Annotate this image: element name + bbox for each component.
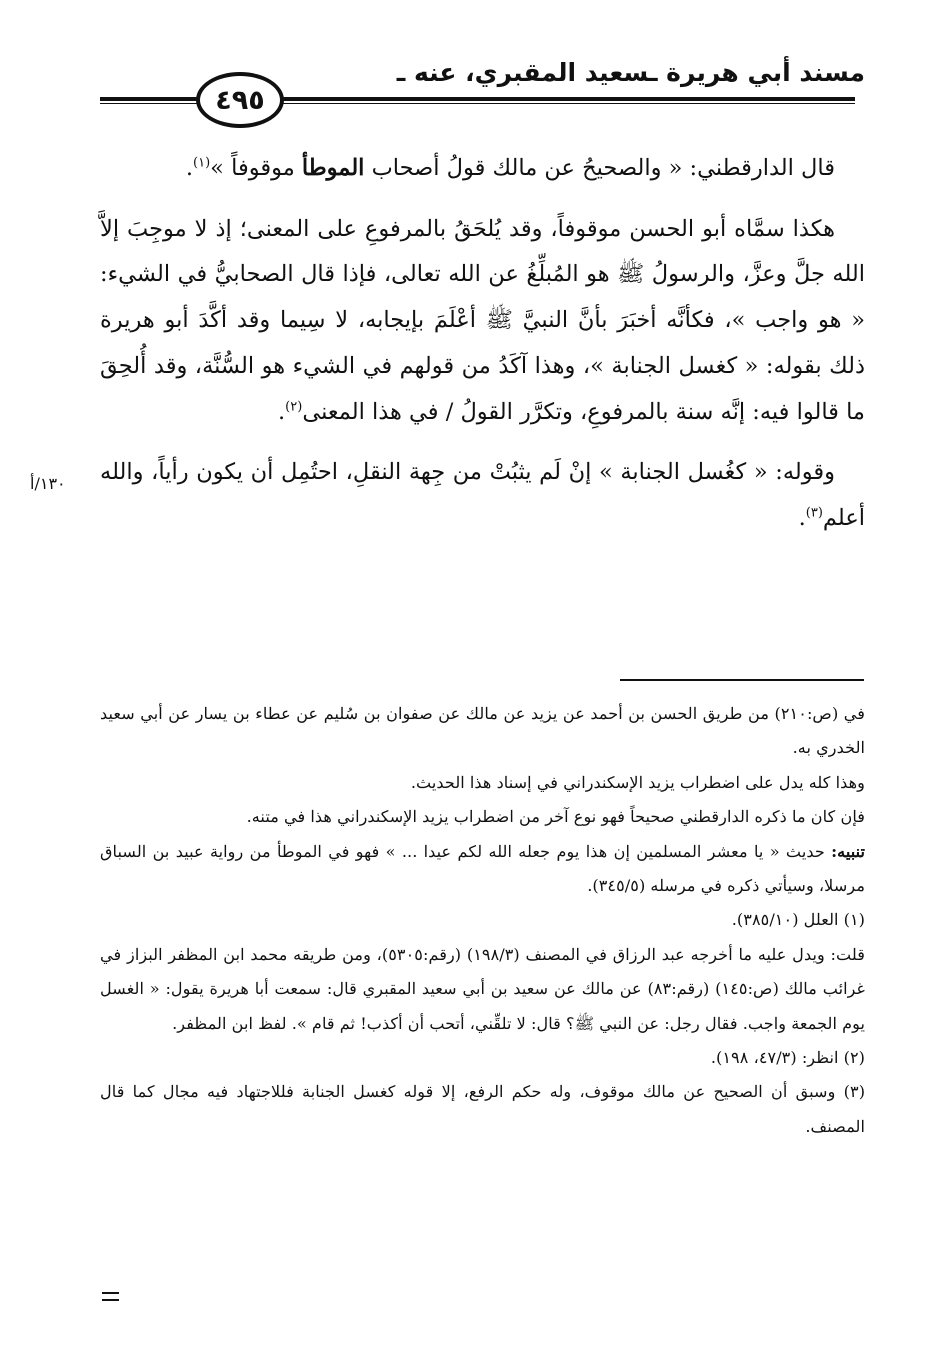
footnote-separator xyxy=(620,679,864,681)
footnote-continuation-1: في (ص:٢١٠) من طريق الحسن بن أحمد عن يزيد عن مالك عن صفوان بن سُليم عن عطاء بن يسار عن أبي سعيد الخدري به. xyxy=(100,704,866,758)
p1-text-b: موقوفاً » xyxy=(210,155,302,181)
p3-text: وقوله: « كغُسل الجنابة » إنْ لَم يثبُتْ من جِهة النقلِ، احتُمِل أن يكون رأياً، والله أعلم xyxy=(100,459,865,531)
p1-bold-term: الموطأ xyxy=(301,155,365,181)
footnote-1-continuation: قلت: ويدل عليه ما أخرجه عبد الرزاق في المصنف (١٩٨/٣) (رقم:٥٣٠٥)، ومن طريقه محمد ابن المظفر البزاز في غرائب مالك (ص:١٤٥) (رقم:٨٣) عن مالك عن سعيد بن أبي سعيد المقبري قال: سمعت أبا هريرة يقول: « الغسل يوم الجمعة واجب. فقال رجل: عن النبي ﷺ؟ قال: لا تلقِّني، أتحب أن أكذب! ثم قام ». لفظ ابن المظفر. xyxy=(100,944,865,1033)
p3-end: . xyxy=(798,504,806,531)
note-label: تنبيه: xyxy=(831,841,865,861)
paragraph-1 xyxy=(100,146,865,192)
footnote-continuation-3: فإن كان ما ذكره الدارقطني صحيحاً فهو نوع آخر من اضطراب يزيد الإسكندراني هذا في متنه. xyxy=(246,807,865,827)
footnote-2: (٢) انظر: (٤٧/٣، ١٩٨). xyxy=(710,1048,865,1068)
p2-end: . xyxy=(278,398,286,425)
margin-folio-note: ١٣٠/أ xyxy=(30,474,66,493)
footnote-continuation-2: وهذا كله يدل على اضطراب يزيد الإسكندراني في إسناد هذا الحديث. xyxy=(410,772,865,792)
paragraph-3 xyxy=(100,450,865,541)
p1-end: . xyxy=(185,155,194,181)
running-header-title: مسند أبي هريرة ـسعيد المقبري، عنه ـ xyxy=(396,58,865,87)
note-text: حديث « يا معشر المسلمين إن هذا يوم جعله الله لكم عيدا ... » فهو في الموطأ من رواية عبيد بن السباق مرسلا، وسيأتي ذكره في مرسله (٣٤٥/٥). xyxy=(100,841,865,896)
footnote-ref-2: (٢) xyxy=(285,399,303,415)
page-number-badge xyxy=(196,72,284,128)
footnote-ref-1: (١) xyxy=(193,155,211,171)
p2-text: هكذا سمَّاه أبو الحسن موقوفاً، وقد يُلحَقُ بالمرفوعِ على المعنى؛ إذ لا موجِبَ إلاَّ الله جلَّ وعزَّ، والرسولُ ﷺ هو المُبلِّغُ عن الله تعالى، فإذا قال الصحابيُّ في الشيء: « هو واجب »، فكأنَّه أخبَرَ بأنَّ النبيَّ ﷺ أعْلَمَ بإيجابه، لا سِيما وقد أكَّدَ أبو هريرة ذلك بقوله: « كغسل الجنابة »، وهذا آكَدُ من قولهم في الشيء هو السُّنَّة، وقد أُلحِقَ ما قالوا فيه: إنَّه سنة بالمرفوعِ، وتكرَّر القولُ / في هذا المعنى xyxy=(100,215,865,425)
p1-text-a: قال الدارقطني: « والصحيحُ عن مالك قولُ أصحاب xyxy=(364,155,835,181)
footnote-1: (١) العلل (٣٨٥/١٠). xyxy=(731,910,865,930)
footnote-note xyxy=(100,835,865,904)
page-number: ٤٩٥ xyxy=(215,84,265,116)
footnote-3: (٣) وسبق أن الصحيح عن مالك موقوف، وله حكم الرفع، إلا قوله كغسل الجنابة فللاجتهاد فيه مجال كما قال المصنف. xyxy=(100,1082,866,1136)
page-end-mark-bottom xyxy=(102,1299,119,1301)
footnotes xyxy=(100,697,865,1144)
paragraph-2 xyxy=(100,207,865,436)
footnote-ref-3: (٣) xyxy=(805,505,823,521)
page-end-mark-top xyxy=(102,1292,119,1294)
main-text xyxy=(100,146,865,542)
